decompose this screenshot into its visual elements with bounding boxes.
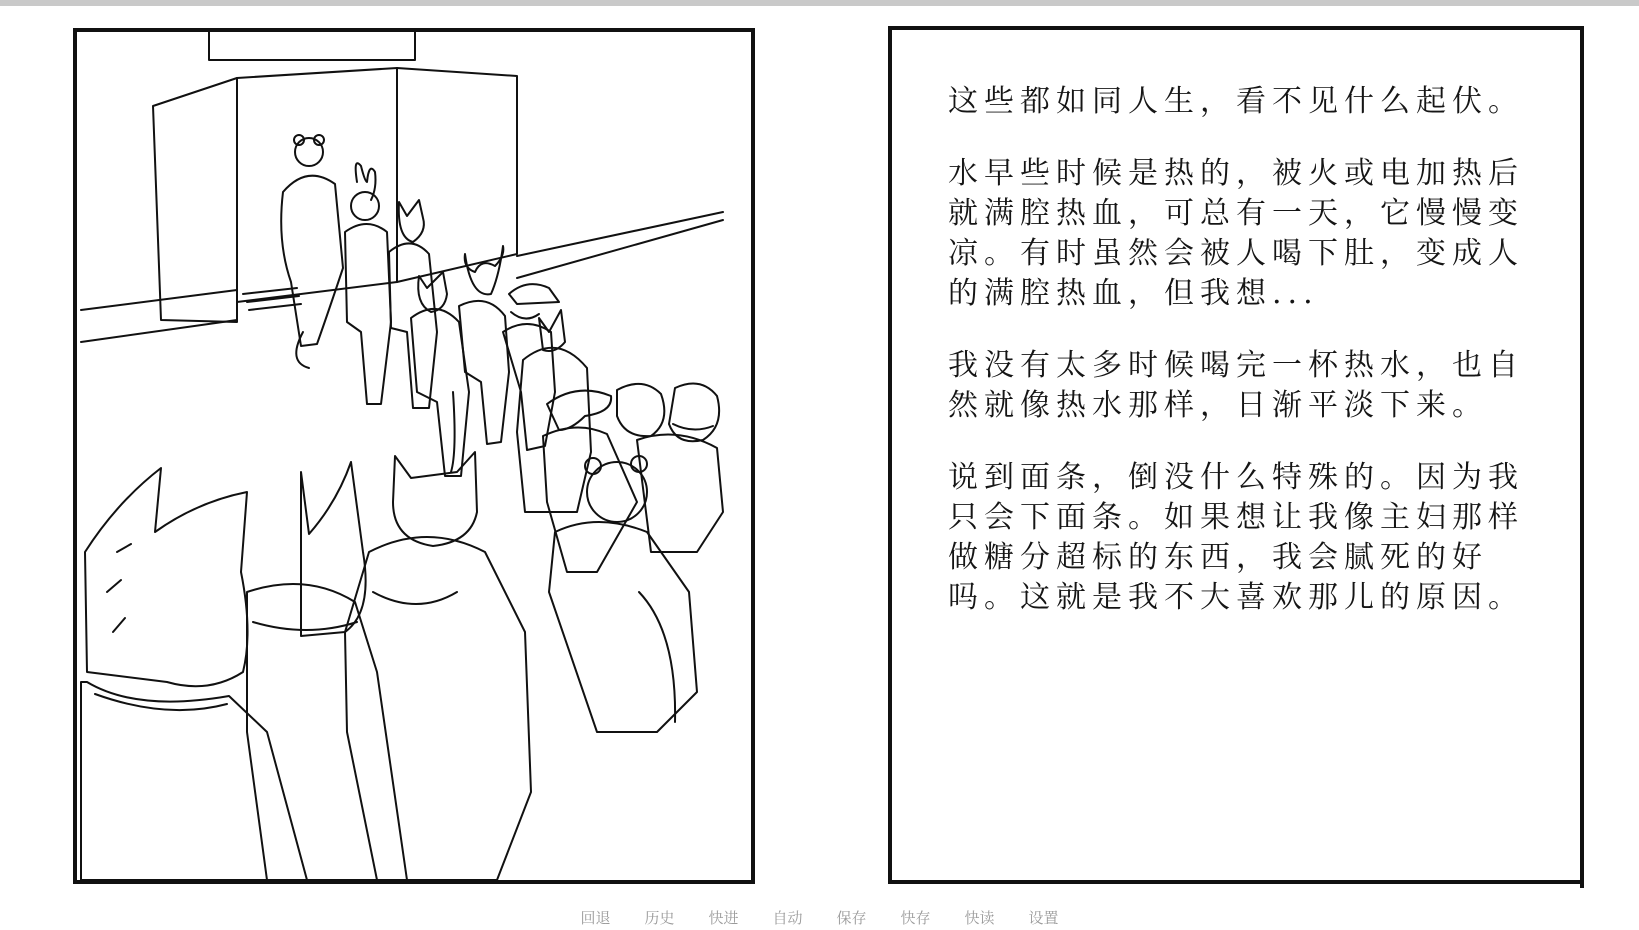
back-button[interactable]: 回退 <box>580 909 611 927</box>
window-top-edge <box>0 0 1639 6</box>
doorway <box>237 68 397 302</box>
quick-load-button[interactable]: 快读 <box>964 909 995 927</box>
save-button[interactable]: 保存 <box>836 909 867 927</box>
settings-button[interactable]: 设置 <box>1028 909 1059 927</box>
narration-panel <box>888 26 1584 884</box>
queue-illustration <box>77 32 751 880</box>
quick-menu <box>0 906 1639 930</box>
illustration-panel <box>73 28 755 884</box>
skip-button[interactable]: 快进 <box>708 909 739 927</box>
auto-button[interactable]: 自动 <box>772 909 803 927</box>
quick-save-button[interactable]: 快存 <box>900 909 931 927</box>
right-door <box>397 68 517 282</box>
narration-paragraph: 说到面条，倒没什么特殊的。因为我只会下面条。如果想让我像主妇那样做糖分超标的东西，我会腻死的好吗。这就是我不大喜欢那儿的原因。 <box>948 460 1524 615</box>
narration-text <box>948 82 1558 650</box>
narration-paragraph: 这些都如同人生，看不见什么起伏。 <box>948 84 1524 119</box>
door-sign <box>209 32 415 60</box>
history-button[interactable]: 历史 <box>644 909 675 927</box>
narration-paragraph: 我没有太多时候喝完一杯热水，也自然就像热水那样，日渐平淡下来。 <box>948 348 1524 423</box>
narration-paragraph: 水早些时候是热的，被火或电加热后就满腔热血，可总有一天，它慢慢变凉。有时虽然会被人喝下肚，变成人的满腔热血，但我想... <box>948 156 1524 311</box>
left-door <box>153 78 237 322</box>
